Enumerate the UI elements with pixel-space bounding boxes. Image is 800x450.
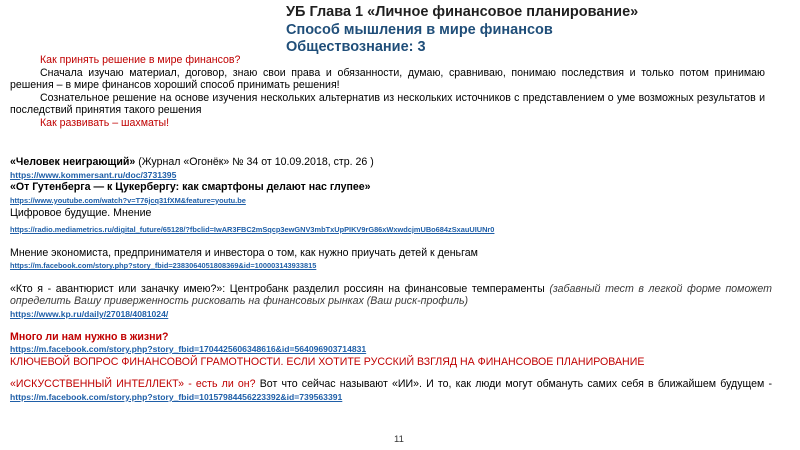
reference-source: (Журнал «Огонёк» № 34 от 10.09.2018, стр. 26 ) xyxy=(135,156,374,168)
intro-paragraph-2: Сознательное решение на основе изучения нескольких альтернатив из нескольких источников с представлением о уме возможных результатов и последствий принятия такого решения xyxy=(10,91,765,117)
reference-link-1[interactable]: https://www.kommersant.ru/doc/3731395 xyxy=(10,169,177,180)
reference-7 xyxy=(10,378,772,403)
reference-title-3: Цифровое будущие. Мнение xyxy=(10,207,152,220)
reference-note-5: (забавный тест в легкой форме поможет определить Вашу приверженность рисковать на финансовых рынках (Ваш риск-профиль) xyxy=(10,282,772,308)
reference-text-5: «Кто я - авантюрист или заначку имею?»: Центробанк разделил россиян на финансовые темпераменты xyxy=(10,282,545,295)
intro-paragraph-1: Сначала изучаю материал, договор, знаю свои права и обязанности, думаю, сравниваю, понимаю последствия и только потом принимаю решения – в мире финансов хороший способ принимать решения! xyxy=(10,66,765,92)
reference-text-7: Вот что сейчас называют «ИИ». И то, как люди могут обмануть самих себя в ближайшем будущем - xyxy=(255,378,772,391)
page-number: 11 xyxy=(394,434,404,445)
question-heading: Как принять решение в мире финансов? xyxy=(40,54,241,66)
reference-link-3[interactable]: https://radio.mediametrics.ru/digital_future/65128/?fbclid=IwAR3FBC2mSqcp3ewGNV3mbTxUpPIKV9rG86xWxwdcjmUBo684zSxauUIUNr0 xyxy=(10,224,495,234)
key-question-banner: КЛЮЧЕВОЙ ВОПРОС ФИНАНСОВОЙ ГРАМОТНОСТИ. ЕСЛИ ХОТИТЕ РУССКИЙ ВЗГЛЯД НА ФИНАНСОВОЕ ПЛАНИРОВАНИЕ xyxy=(10,355,645,368)
reference-link-5[interactable]: https://www.kp.ru/daily/27018/4081024/ xyxy=(10,308,169,319)
reference-title-6: Много ли нам нужно в жизни? xyxy=(10,330,169,343)
reference-title-4: Мнение экономиста, предпринимателя и инвестора о том, как нужно приучать детей к деньгам xyxy=(10,246,478,259)
reference-1 xyxy=(10,156,772,169)
reference-link-6[interactable]: https://m.facebook.com/story.php?story_fbid=1704425606348616&id=564096903714831 xyxy=(10,344,367,355)
topic-title: Способ мышления в мире финансов xyxy=(286,21,553,38)
slide-header xyxy=(286,4,638,57)
references-list xyxy=(10,156,772,404)
reference-5 xyxy=(10,283,772,308)
chess-heading: Как развивать – шахматы! xyxy=(40,116,170,129)
reference-link-2[interactable]: https://www.youtube.com/watch?v=T76jcq31fXM&feature=youtu.be xyxy=(10,195,246,205)
reference-title: «Человек неиграющий» xyxy=(10,156,136,168)
reference-link-4[interactable]: https://m.facebook.com/story.php?story_fbid=2383064051808369&id=100003143933815 xyxy=(10,261,317,271)
reference-title-7: «ИСКУССТВЕННЫЙ ИНТЕЛЛЕКТ» - есть ли он? xyxy=(10,378,256,391)
reference-link-7[interactable]: https://m.facebook.com/story.php?story_fbid=10157984456223392&id=739563391 xyxy=(10,391,343,402)
subject-title: Обществознание: 3 xyxy=(286,39,426,55)
chapter-title: УБ Глава 1 «Личное финансовое планирование» xyxy=(286,4,639,20)
reference-title-2: «От Гутенберга — к Цукербергу: как смартфоны делают нас глупее» xyxy=(10,181,371,194)
intro-section xyxy=(10,54,765,130)
